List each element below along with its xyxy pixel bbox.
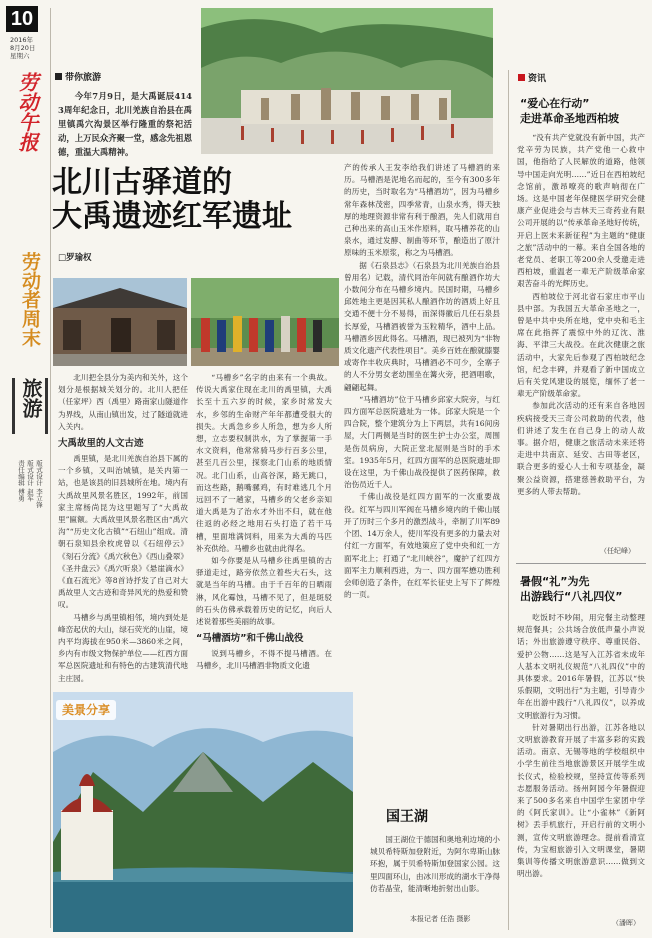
photo-caption-text: 国王湖位于德国和奥地利边境的小城贝希特斯加登附近，为阿尔卑斯山脉环抱，属于贝希特斯加登国家公园。这里四面环山，由冰川形成的湖水干净得仿若晶莹，能清晰地折射出山影。 — [370, 835, 500, 893]
editor-credits: 版式设计 李立锋 版式设计 赵军 责任编辑 傅勇 — [17, 460, 43, 508]
photo-credit: 本报记者 任浩 摄影 — [410, 915, 471, 923]
travel-tag: 带你旅游 — [55, 72, 101, 84]
page-number: 10 — [6, 6, 38, 32]
article-column-1: 北川把全县分为美内和关外，这个划分是根据城关划分的。北川人把任（任家坪）西（禹里）路南家山隧道作为界线，从南山镇出发，过了隧道就进入关内。 大禹故里的人文古迹 禹里镇，是北川羌族自治县下属的一个乡镇，又叫治城镇，是关内第一站，也是该县的旧县城所在地。境内有大禹故里风景名胜区，1992年，前国家主席杨尚昆为这里题写了“大禹故里”匾额。大禹故里风景名胜区由“禹穴沟”“历史文化古镇”“石纽山”组成。清朝石泉知县余枚虎曾以《石纽停云》《刻石分流》《禹穴秋色》《西山叠翠》《圣井盘云》《禹穴听泉》《悬崖滴水》《血石流光》等8首诗抒发了自己对大禹故里人文古迹和奇异风光的热爱和赞叹。 马槽乡与禹里镇相邻，境内到处是峰峦起伏的大山，绿石荧光的山崖，境内平均海拔在950米—3860米之间，乡内有市级文物保护单位——红西方面军总医院遗址和有特色的古建筑清代地主庄园。 — [58, 373, 188, 683]
news-1-headline: “爱心在行动” 走进革命圣地西柏坡 — [520, 97, 619, 125]
news-section-label: 资讯 — [518, 73, 546, 85]
news-2-author: （潘晖） — [612, 919, 640, 927]
dayu-statues-photo — [201, 8, 493, 154]
article-column-2: “马槽乡”名字的由来有一个典故。传说大禹家住现在北川的禹里镇，大禹长至十五六岁的时候，家乡时常发大水，乡邻的生命财产年年都遭受很大的损失。大禹急乡乡人所急，想为乡人所想，立志要权制洪水，为了掌握第一手水文资料，他常常骑马步行百多公里，甚至几百公里，探察北门山系的地质情况。北门山系，山高谷深，路无跳口，而这些路，鹅嘴骡鸡，有时难逃几个月远回不了一趟家，马槽乡的父老乡亲知道大禹是为了治水才外出不归，就在他往返的必经之地用石头打造了若干马槽，里面堆满饲料，用来为大禹的马匹补充供给。马槽乡也就由此得名。 如今你要是从马槽乡往禹里镇的古驿道走过，路旁依然立着些大石头，这就是当年的马槽。由于千百年的日晒雨淋，风化霉蚀，马槽不见了，但是斑驳的石头仿佛承载着历史的记忆，向后人述说着那些美丽的故事。 “马槽酒坊”和千佛山战役 说到马槽乡，不得不提马槽酒。在马槽乡，北川马槽酒非物质文化遗 — [196, 373, 332, 671]
section-travel-label: 旅游 — [12, 378, 48, 434]
photo-caption-title: 国王湖 — [386, 809, 428, 825]
ethnic-dancers-photo — [191, 278, 339, 366]
subheading-wine-battle: “马槽酒坊”和千佛山战役 — [196, 633, 304, 645]
ancient-house-photo — [53, 278, 187, 366]
intro-text: 今年7月9日，是大禹诞辰4143周年纪念日，北川羌族自治县在禹里镇禹穴沟景区举行隆重的祭祀活动，上万民众齐聚一堂，感念先祖恩德，重温大禹精神。 — [58, 91, 192, 157]
konigssee-photo — [53, 692, 353, 932]
article-column-3: 产的传承人王发李给我们讲述了马槽酒的来历。马槽酒是泥地名而起的，至今有300多年的历史，当时取名为“马槽酒坊”，因为马槽乡常年森林茂密，四季常青，山泉水秀，得天独厚的地理资源非常有利于酿酒，先人们就用自己种出来的高山玉米作原料，取马槽养花的山泉水，通过发酵、制曲等环节，酿造出了原汁原味的玉米原浆，称之为马槽酒。 据《石泉县志》（石泉县为北川羌族自治县曾用名）记载，清代同治年间就有酿酒作坊大小数间分布在马槽乡境内。民国时期，马槽乡邱姓地主更是因其私人酿酒作坊的酒质上好且交通不便十分不易得，而深得徽后几任石泉县长厚爱，马槽酒被誉为玉粒精华，酒中上品。马槽酒乡因此得名。马槽酒，现已被列为“非物质文化遗产代表性项目”。美乡百姓在酿就膝婴或寄作丰收庆典时，马槽酒必不可少，全寨子的人不分男女老幼围坐在篝火旁，把酒唱歌，翩翩起舞。 “马槽酒坊”位于马槽乡邱家大院旁，与红四方面军总医院遗址为一体。邱家大院是一个四合院，整个建筑分为上下两层，共有16间房屋，大门两侧是当时的医生护士办公室，周围是伤员病房，大院正堂北屋则是当时的手术室。1935年5月，红四方面军的总医院遗址即设在这里，为千佛山战役提供了医药保障，救治伤员近千人。 千佛山战役是红四方面军的一次重要战役。红军与四川军阀在马槽乡境内的千佛山展开了历时三个多月的激烈战斗，牵制了川军89个团、14万余人，使川军没有更多的力量去对付红一方面军，有效地策应了党中央和红一方面军北上；打通了“北川峡谷”，魔护了红四方面军主力顺利西进，为一、四方面军懋功胜利会师创造了条件，在红军长征史上写下了辉煌的一页。 — [344, 163, 500, 600]
news-2-headline: 暑假“礼”为先 出游践行“八礼四仪” — [520, 575, 623, 603]
article-headline: 北川古驿道的 大禹遗迹红军遗址 — [52, 165, 292, 234]
article-author: □罗瑜权 — [58, 253, 92, 263]
news-2-body: 吃饭时不吵闹，用完餐主动整理规范餐具；公共场合放低声量小声说话；外出旅游遵守秩序、尊重民俗、爱护公物……这是写入江苏省未成年人基本文明礼仪规范“八礼四仪”中的具体要求。2016年暑假，江苏以“快乐假期，文明出行”为主题，引导青少年在出游中践行“八礼四仪”，以养成文明旅游行为习惯。 针对暑期出行出游，江苏各地以文明旅游教育开展了丰富多彩的实践活动。南京、无锡等地的学校组织中小学生前往当地旅游景区开展学生成长仪式，检验校规，坚持宣传等系列志愿服务活动。扬州阿园今年暑假迎来了500多名来自中国学生家团中学的《阿氏家训》。让“小雀林”《新阿树》丢手机旅行，开启行前的文明小测，宣传文明旅游理念。提前看清宣传，为宝相旅游引入文明课堂，暑期集训等传播文明旅游意识……做到文明出游。 — [517, 613, 645, 879]
section-weekly-label: 劳动者周末 — [19, 252, 41, 347]
news-1-author: （任纪峰） — [600, 547, 635, 555]
masthead-logo: 劳动午报 — [15, 72, 39, 152]
issue-date: 2016年 8月20日 星期六 — [10, 36, 36, 60]
beauty-share-badge: 美景分享 — [56, 700, 116, 720]
subheading-dayu-hometown: 大禹故里的人文古迹 — [58, 438, 144, 450]
news-1-body: “没有共产党就没有新中国，共产党辛劳为民族，共产党他一心救中国，他指给了人民解放的道路，他领导中国走向光明……”近日在西柏坡纪念馆前，激昂嘹亮的歌声响彻在广场。这是中国老年保健医学研究会健康产业促进会与吉林天三奇药业有限公司开展的以“传承革命圣地好传统，开启上医未来新征程”为主题的“健康之旅”活动中的一幕。来自全国各地的老党员、老职工等200余人受邀走进西柏坡，重温老一辈无产阶级革命家艰苦奋斗的光辉历史。 西柏坡位于河北省石家庄市平山县中部。为我国五大革命圣地之一，曾是中共中央所在地，党中央和毛主席在此指挥了震惊中外的辽沈、淮海、平津三大战役。在此次健康之旅活动中，大家先后参观了西柏坡纪念馆，纪念丰碑，并观看了新中国成立后有关党风建设的展览，缅怀了老一辈无产阶级革命家。 参加此次活动的还有来自各地因疾病接受天三奇公司救助的代表，他们讲述了发生在自己身上的动人故事。据介绍，健康之旅活动未来还将走进中共南京、延安、古田等老区，联合更多的爱心人士和专项基金，凝聚公益资源，搭建慈善救助平台，为更多的人带去帮助。 — [517, 133, 645, 496]
